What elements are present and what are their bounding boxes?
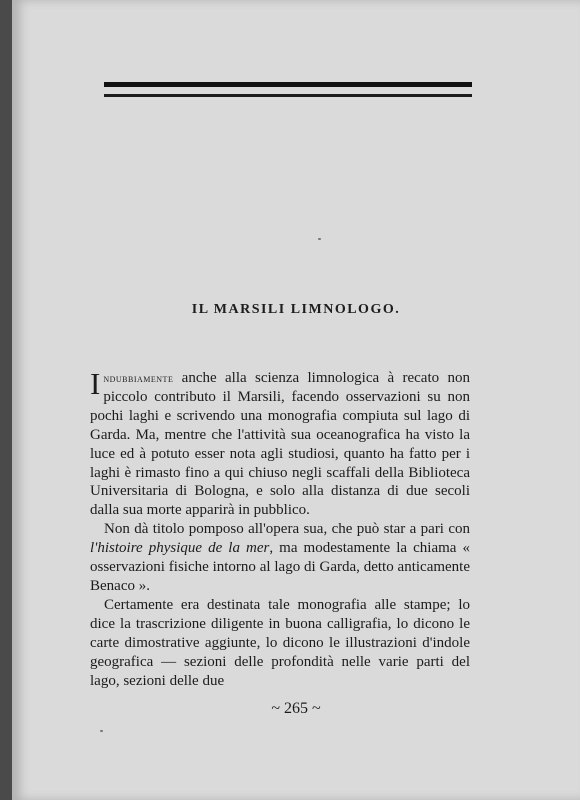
opening-smallcaps: ndubbiamente (103, 371, 174, 385)
paragraph-1 (90, 366, 470, 520)
book-title-italic: l'histoire physique de la mer (90, 540, 270, 557)
paragraph-2-text-after: , ma modestamente la chiama « osservazioni fisiche intorno al lago di Garda, detto anticamente Benaco ». (90, 540, 470, 594)
paper-speck (318, 238, 321, 240)
chapter-title: IL MARSILI LIMNOLOGO. (191, 302, 401, 317)
paragraph-3-text: Certamente era destinata tale monografia alle stampe; lo dice la trascrizione diligente in buona calligrafia, lo dicono le carte dimostrative aggiunte, lo dicono le illustrazioni d'indole geografica — sezioni delle profondità nelle varie parti del lago, sezioni delle due (90, 596, 470, 689)
paper-speck (100, 730, 103, 732)
paragraph-2-text-before: Non dà titolo pomposo all'opera sua, che può star a pari con (104, 521, 470, 538)
drop-cap: I (90, 366, 101, 401)
header-rule-thin (104, 94, 472, 97)
book-page (12, 0, 580, 800)
page-number: ~ 265 ~ (271, 700, 321, 717)
paragraph-1-text: anche alla scienza limnologica à recato non piccolo contributo il Marsili, facendo osservazioni su non pochi laghi e scrivendo una monografia compiuta sul lago di Garda. Ma, mentre che l'attività sua oceanografica ha visto la luce ed à potuto esser nota agli studiosi, quanto ha fatto per i laghi è rimasto fino a qui chiuso negli scaffali della Biblioteca Universitaria di Bologna, e solo alla distanza di due secoli dalla sua morte apparirà in pubblico. (90, 370, 470, 519)
paragraph-3 (90, 596, 470, 691)
header-rule-thick (104, 82, 472, 87)
body-text (90, 366, 470, 690)
paragraph-2 (90, 520, 470, 596)
